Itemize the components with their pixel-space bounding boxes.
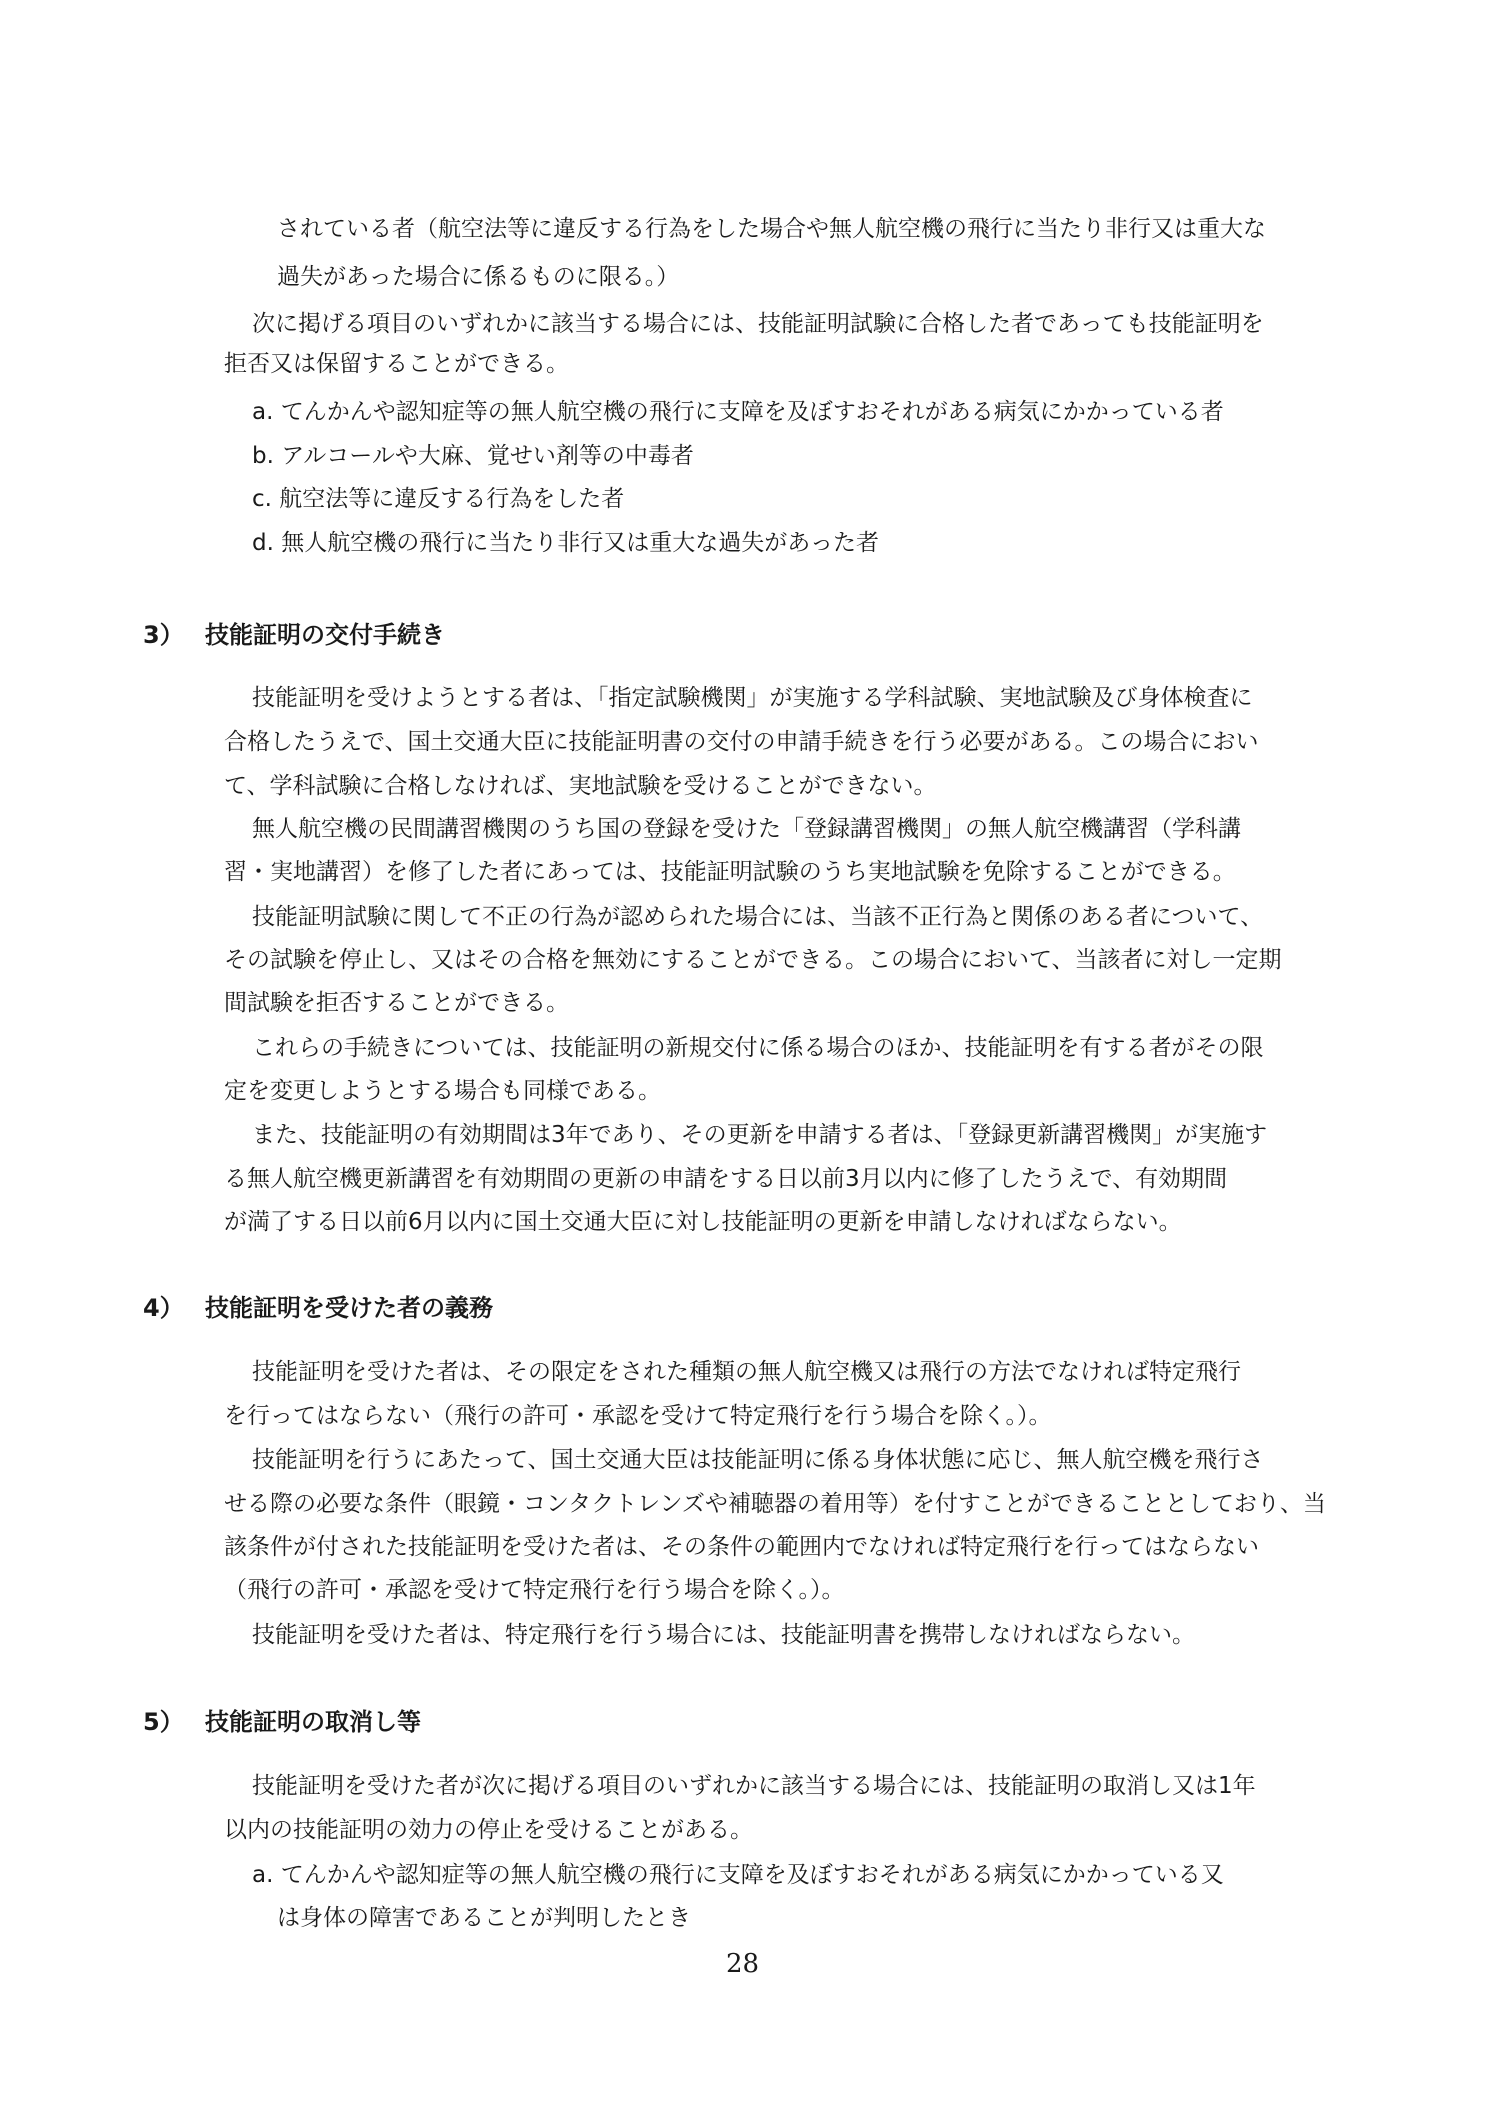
paragraph-line: 以内の技能証明の効力の停止を受けることがある。 — [224, 1817, 753, 1843]
paragraph-line: （飛行の許可・承認を受けて特定飛行を行う場合を除く。）。 — [224, 1577, 845, 1603]
paragraph-line: 技能証明を受けようとする者は、「指定試験機関」が実施する学科試験、実地試験及び身体検査に — [252, 685, 1253, 711]
paragraph-line: その試験を停止し、又はその合格を無効にすることができる。この場合において、当該者に対し一定期 — [224, 947, 1282, 973]
paragraph-line: 技能証明を受けた者は、特定飛行を行う場合には、技能証明書を携帯しなければならない。 — [252, 1622, 1195, 1648]
continued-text: されている者（航空法等に違反する行為をした場合や無人航空機の飛行に当たり非行又は重大な — [277, 216, 1266, 242]
paragraph-line: これらの手続きについては、技能証明の新規交付に係る場合のほか、技能証明を有する者がその限 — [252, 1035, 1264, 1061]
paragraph-line: る無人航空機更新講習を有効期間の更新の申請をする日以前3月以内に修了したうえで、有効期間 — [224, 1166, 1228, 1192]
section-number: 5） — [143, 1708, 184, 1736]
paragraph-line: せる際の必要な条件（眼鏡・コンタクトレンズや補聴器の着用等）を付すことができることとしており、当 — [224, 1491, 1326, 1517]
list-item: は身体の障害であることが判明したとき — [277, 1905, 691, 1931]
paragraph-line: 間試験を拒否することができる。 — [224, 990, 569, 1016]
list-item: a. てんかんや認知症等の無人航空機の飛行に支障を及ぼすおそれがある病気にかかっている者 — [252, 399, 1224, 425]
paragraph-line: を行ってはならない（飛行の許可・承認を受けて特定飛行を行う場合を除く。）。 — [224, 1403, 1052, 1429]
continued-text: 過失があった場合に係るものに限る。） — [277, 264, 680, 290]
paragraph-line: 拒否又は保留することができる。 — [224, 351, 569, 377]
section-number: 4） — [143, 1294, 184, 1322]
section-title: 技能証明の交付手続き — [205, 621, 445, 649]
list-item: a. てんかんや認知症等の無人航空機の飛行に支障を及ぼすおそれがある病気にかかっている又 — [252, 1862, 1224, 1888]
page-number: 28 — [726, 1949, 760, 1979]
section-heading — [143, 1288, 493, 1328]
section-title: 技能証明の取消し等 — [205, 1708, 421, 1736]
paragraph-line: 次に掲げる項目のいずれかに該当する場合には、技能証明試験に合格した者であっても技能証明を — [252, 311, 1264, 337]
paragraph-line: 技能証明を受けた者が次に掲げる項目のいずれかに該当する場合には、技能証明の取消し又は1年 — [252, 1773, 1256, 1799]
list-item: b. アルコールや大麻、覚せい剤等の中毒者 — [252, 443, 694, 469]
section-number: 3） — [143, 621, 184, 649]
paragraph-line: 技能証明試験に関して不正の行為が認められた場合には、当該不正行為と関係のある者について、 — [252, 904, 1264, 930]
paragraph-line: が満了する日以前6月以内に国土交通大臣に対し技能証明の更新を申請しなければならない。 — [224, 1209, 1182, 1235]
paragraph-line: 該条件が付された技能証明を受けた者は、その条件の範囲内でなければ特定飛行を行ってはならない — [224, 1534, 1259, 1560]
paragraph-line: また、技能証明の有効期間は3年であり、その更新を申請する者は、「登録更新講習機関」が実施す — [252, 1122, 1268, 1148]
paragraph-line: 技能証明を行うにあたって、国土交通大臣は技能証明に係る身体状態に応じ、無人航空機を飛行さ — [252, 1447, 1264, 1473]
paragraph-line: て、学科試験に合格しなければ、実地試験を受けることができない。 — [224, 773, 937, 799]
paragraph-line: 習・実地講習）を修了した者にあっては、技能証明試験のうち実地試験を免除することができる。 — [224, 859, 1236, 885]
list-item: d. 無人航空機の飛行に当たり非行又は重大な過失があった者 — [252, 530, 879, 556]
section-title: 技能証明を受けた者の義務 — [205, 1294, 493, 1322]
paragraph-line: 技能証明を受けた者は、その限定をされた種類の無人航空機又は飛行の方法でなければ特定飛行 — [252, 1359, 1241, 1385]
section-heading — [143, 615, 445, 655]
section-heading — [143, 1702, 421, 1742]
paragraph-line: 合格したうえで、国土交通大臣に技能証明書の交付の申請手続きを行う必要がある。この場合におい — [224, 729, 1259, 755]
list-item: c. 航空法等に違反する行為をした者 — [252, 486, 625, 512]
paragraph-line: 無人航空機の民間講習機関のうち国の登録を受けた「登録講習機関」の無人航空機講習（学科講 — [252, 816, 1241, 842]
paragraph-line: 定を変更しようとする場合も同様である。 — [224, 1078, 661, 1104]
